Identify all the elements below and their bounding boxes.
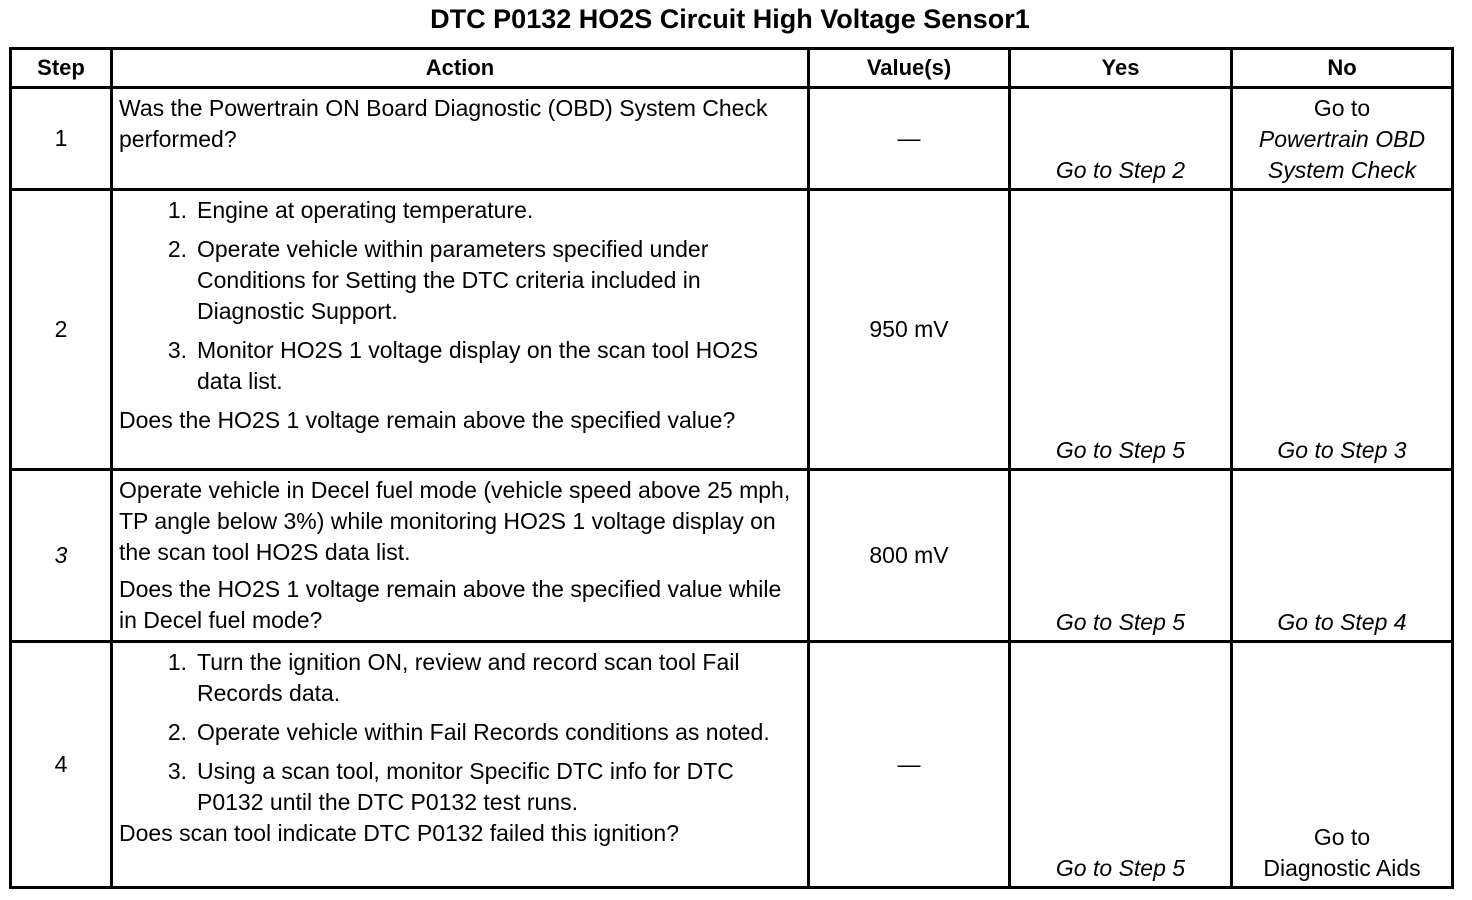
- step-number: 1: [11, 88, 112, 190]
- table-row-step-1: [11, 88, 1453, 190]
- list-item-text: Turn the ignition ON, review and record scan tool Fail Records data.: [197, 649, 740, 706]
- table-row-step-2: [11, 190, 1453, 470]
- action-cell: [112, 190, 809, 470]
- value-cell: 800 mV: [809, 470, 1010, 642]
- list-item-text: Operate vehicle within Fail Records conditions as noted.: [197, 719, 770, 745]
- list-item: [119, 195, 801, 226]
- value-cell: —: [809, 88, 1010, 190]
- list-item-text: Engine at operating temperature.: [197, 197, 534, 223]
- table-row-step-3: [11, 470, 1453, 642]
- no-cell: Go to Step 3: [1232, 190, 1453, 470]
- list-item-number: 1.: [167, 649, 187, 675]
- action-text: Operate vehicle in Decel fuel mode (vehicle speed above 25 mph, TP angle below 3%) while monitoring HO2S 1 voltage display on the scan tool HO2S data list.: [119, 477, 791, 565]
- no-cell: [1232, 642, 1453, 888]
- action-list: [119, 195, 801, 397]
- step-number: 2: [11, 190, 112, 470]
- list-item-text: Using a scan tool, monitor Specific DTC info for DTC P0132 until the DTC P0132 test runs.: [197, 758, 734, 815]
- action-cell: [112, 88, 809, 190]
- action-cell: [112, 470, 809, 642]
- list-item-number: 2.: [167, 236, 187, 262]
- list-item: [119, 335, 801, 397]
- header-no: No: [1232, 49, 1453, 88]
- page-title: DTC P0132 HO2S Circuit High Voltage Sensor1: [430, 4, 1030, 34]
- header-step: Step: [11, 49, 112, 88]
- question-text: Does the HO2S 1 voltage remain above the specified value?: [119, 407, 736, 433]
- action-text: Was the Powertrain ON Board Diagnostic (OBD) System Check performed?: [119, 95, 768, 152]
- yes-cell: Go to Step 2: [1010, 88, 1232, 190]
- no-goto-target: Powertrain OBD System Check: [1258, 126, 1426, 183]
- header-yes: Yes: [1010, 49, 1232, 88]
- list-item: [119, 234, 801, 327]
- question-text: Does the HO2S 1 voltage remain above the specified value while in Decel fuel mode?: [119, 576, 782, 633]
- list-item-number: 3.: [167, 758, 187, 784]
- list-item: [119, 647, 801, 709]
- list-item-number: 1.: [167, 197, 187, 223]
- list-item-text: Operate vehicle within parameters specified under Conditions for Setting the DTC criteria included in Diagnostic Support.: [197, 236, 709, 324]
- list-item-number: 2.: [167, 719, 187, 745]
- no-goto-label: Go to: [1313, 95, 1371, 121]
- step-number: 3: [11, 470, 112, 642]
- step-number: 4: [11, 642, 112, 888]
- header-row: [11, 49, 1453, 88]
- yes-cell: Go to Step 5: [1010, 190, 1232, 470]
- list-item: [119, 756, 801, 818]
- no-cell: Go to Step 4: [1232, 470, 1453, 642]
- no-goto-label: Go to: [1313, 824, 1371, 850]
- action-cell: [112, 642, 809, 888]
- header-action: Action: [112, 49, 809, 88]
- yes-cell: Go to Step 5: [1010, 642, 1232, 888]
- yes-cell: Go to Step 5: [1010, 470, 1232, 642]
- list-item-number: 3.: [167, 337, 187, 363]
- question-text: Does scan tool indicate DTC P0132 failed this ignition?: [119, 820, 679, 846]
- dtc-table: [9, 47, 1454, 889]
- action-list: [119, 647, 801, 818]
- list-item-text: Monitor HO2S 1 voltage display on the scan tool HO2S data list.: [197, 337, 759, 394]
- table-row-step-4: [11, 642, 1453, 888]
- value-cell: 950 mV: [809, 190, 1010, 470]
- no-cell: [1232, 88, 1453, 190]
- list-item: [119, 717, 801, 748]
- value-cell: —: [809, 642, 1010, 888]
- header-values: Value(s): [809, 49, 1010, 88]
- no-goto-target: Diagnostic Aids: [1263, 855, 1421, 881]
